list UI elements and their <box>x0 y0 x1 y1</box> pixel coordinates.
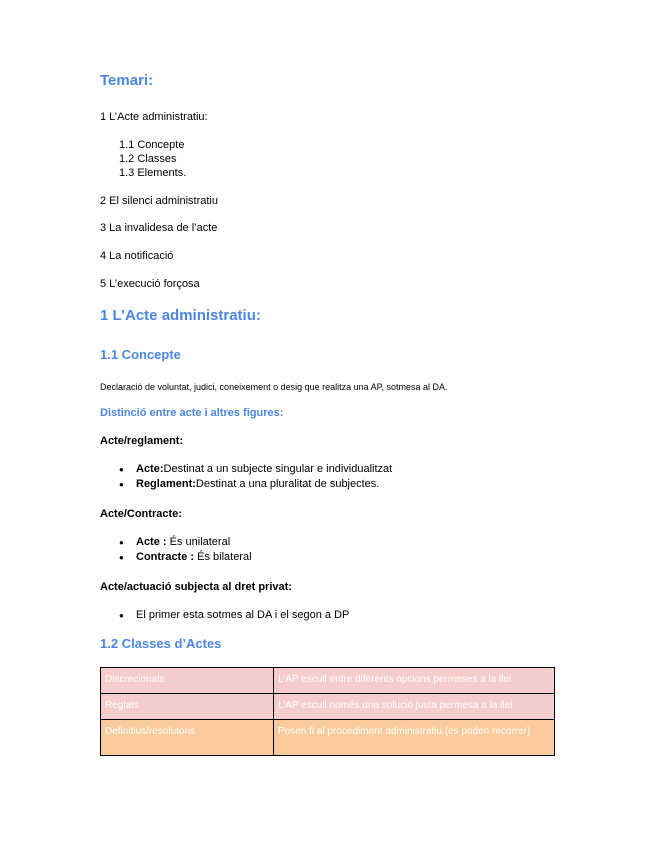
list-item <box>100 462 392 477</box>
list-item <box>100 477 392 492</box>
toc-subitem: 1.1 Concepte <box>119 139 185 151</box>
list-text: És unilateral <box>166 536 231 548</box>
list-term: Contracte : <box>136 551 195 563</box>
table-cell-desc: L’AP escull entre diferents opcions,permeses a la llei <box>274 668 555 694</box>
subsection-heading: 1.1 Concepte <box>100 347 181 362</box>
toc-subitem: 1.2 Classes <box>119 153 177 165</box>
acte-reglament-heading: Acte/reglament: <box>100 435 184 447</box>
list-text: És bilateral <box>194 551 252 563</box>
acte-actuacio-list <box>100 608 349 623</box>
acte-reglament-list <box>100 462 392 492</box>
classes-table <box>100 667 555 756</box>
acte-contracte-list <box>100 535 252 565</box>
list-text: Destinat a un subjecte singular e individualitzat <box>163 463 393 475</box>
subsection-heading: 1.2 Classes d’Actes <box>100 636 222 651</box>
table-cell-type: Reglats <box>101 694 274 720</box>
table-cell-desc: Posen fi al procediment administratiu.(es poden recorrer) <box>274 720 555 756</box>
acte-actuacio-heading: Acte/actuació subjecta al dret privat: <box>100 581 292 593</box>
list-text: Destinat a una pluralitat de subjectes. <box>195 478 380 490</box>
table-row <box>101 694 555 720</box>
toc-item: 5 L’execució forçosa <box>100 278 200 290</box>
toc-subitem: 1.3 Elements. <box>119 167 187 179</box>
list-item: ● El primer esta sotmes al DA i el segon a DP <box>100 608 349 623</box>
distinction-heading: Distinció entre acte i altres figures: <box>100 407 284 419</box>
toc-item: 1 L’Acte administratiu: <box>100 111 208 123</box>
table-row <box>101 668 555 694</box>
acte-contracte-heading: Acte/Contracte: <box>100 508 182 520</box>
section-heading: 1 L’Acte administratiu: <box>100 307 261 324</box>
definition-text: Declaració de voluntat, judici, coneixement o desig que realitza una AP, sotmesa al DA. <box>100 382 448 392</box>
toc-item: 4 La notificació <box>100 250 174 262</box>
list-term: Reglament: <box>136 478 196 490</box>
table-cell-type: Definitius/resolutoris <box>101 720 274 756</box>
toc-item: 2 El silenci administratiu <box>100 195 218 207</box>
table-cell-desc: L’AP escull només una solució justa permesa a la llei <box>274 694 555 720</box>
table-cell-type: Discrecionals <box>101 668 274 694</box>
toc-item: 3 La invalidesa de l’acte <box>100 222 218 234</box>
table-row <box>101 720 555 756</box>
toc-title: Temari: <box>100 72 154 89</box>
list-item <box>100 550 252 565</box>
list-item <box>100 535 252 550</box>
list-term: Acte: <box>136 463 164 475</box>
list-term: Acte : <box>136 536 167 548</box>
